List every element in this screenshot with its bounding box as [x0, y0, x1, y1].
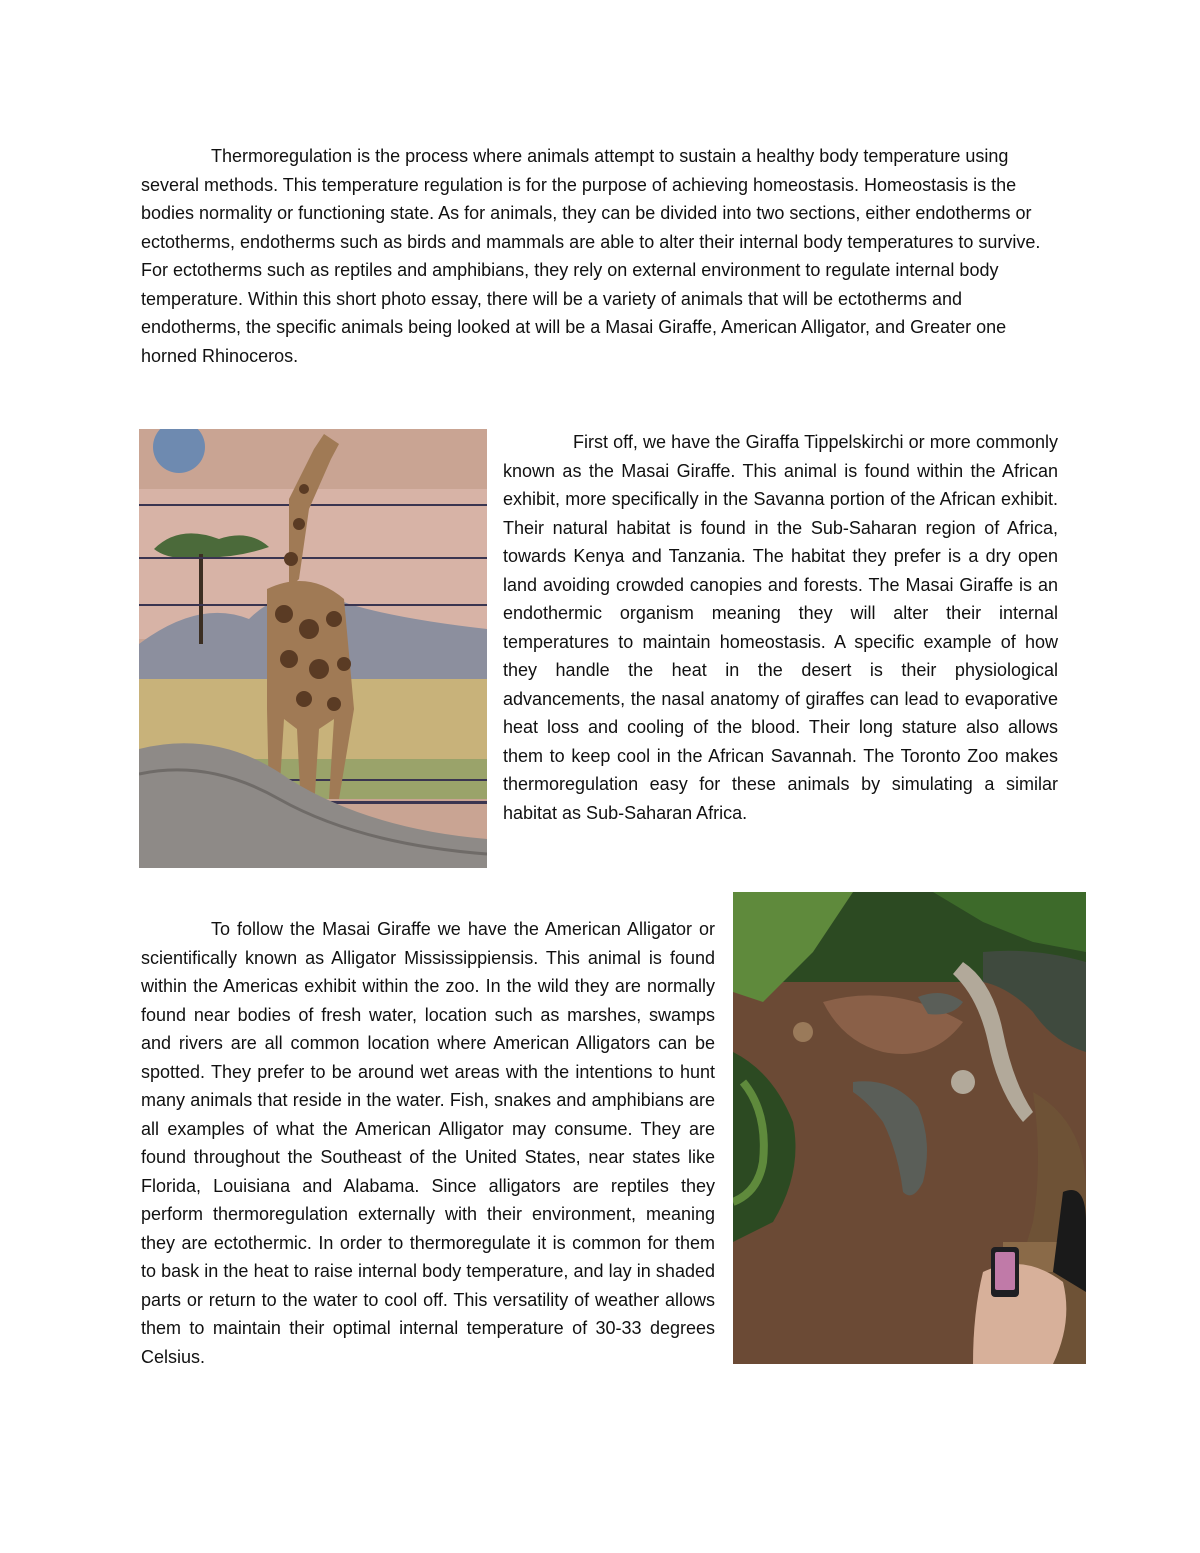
giraffe-photo — [139, 429, 487, 868]
alligator-photo — [733, 892, 1086, 1364]
intro-paragraph: Thermoregulation is the process where animals attempt to sustain a healthy body temperature using several methods. This temperature regulation is for the purpose of achieving homeostasis. Homeostasis is the bodies normality or functioning state. As for animals, they can be divided into two sections, either endotherms or ectotherms, endotherms such as birds and mammals are able to alter their internal body temperatures to survive. For ectotherms such as reptiles and amphibians, they rely on external environment to regulate internal body temperature. Within this short photo essay, there will be a variety of animals that will be ectotherms and endotherms, the specific animals being looked at will be a Masai Giraffe, American Alligator, and Greater one horned Rhinoceros. — [141, 146, 1041, 366]
alligator-paragraph: To follow the Masai Giraffe we have the American Alligator or scientifically known as Alligator Mississippiensis. This animal is found within the Americas exhibit within the zoo. In the wild they are normally found near bodies of fresh water, location such as marshes, swamps and rivers are all common location where American Alligators can be spotted. They prefer to be around wet areas with the intentions to hunt many animals that reside in the water. Fish, snakes and amphibians are all examples of what the American Alligator may consume. They are found throughout the Southeast of the United States, near states like Florida, Louisiana and Alabama. Since alligators are reptiles they perform thermoregulation externally with their environment, meaning they are ectothermic. In order to thermoregulate it is common for them to bask in the heat to raise internal body temperature, and lay in shaded parts or return to the water to cool off. This versatility of weather allows them to maintain their optimal internal temperature of 30-33 degrees Celsius. — [141, 919, 715, 1367]
giraffe-paragraph: First off, we have the Giraffa Tippelskirchi or more commonly known as the Masai Giraffe. This animal is found within the African exhibit, more specifically in the Savanna portion of the African exhibit. Their natural habitat is found in the Sub-Saharan region of Africa, towards Kenya and Tanzania. The habitat they prefer is a dry open land avoiding crowded canopies and forests. The Masai Giraffe is an endothermic organism meaning they will alter their internal temperatures to maintain homeostasis. A specific example of how they handle the heat in the desert is their physiological advancements, the nasal anatomy of giraffes can lead to evaporative heat loss and cooling of the blood. Their long stature also allows them to keep cool in the African Savannah. The Toronto Zoo makes thermoregulation easy for these animals by simulating a similar habitat as Sub-Saharan Africa. — [503, 432, 1058, 823]
